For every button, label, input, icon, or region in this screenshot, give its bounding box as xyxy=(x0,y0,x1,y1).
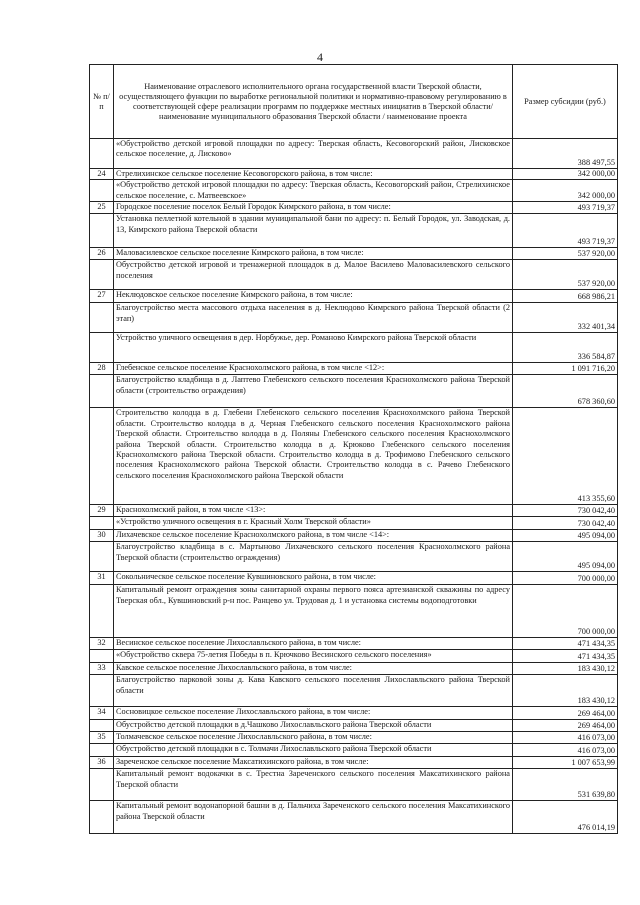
table-row xyxy=(90,675,618,707)
table-row xyxy=(90,180,618,202)
table-row xyxy=(90,505,618,517)
row-number: 33 xyxy=(90,663,114,675)
row-amount: 413 355,60 xyxy=(513,408,618,505)
row-amount: 269 464,00 xyxy=(513,720,618,732)
row-number xyxy=(90,720,114,732)
row-amount: 495 094,00 xyxy=(513,542,618,572)
row-number: 24 xyxy=(90,169,114,180)
header-amount: Размер субсидии (руб.) xyxy=(513,65,618,139)
row-amount: 269 464,00 xyxy=(513,707,618,720)
row-number xyxy=(90,214,114,248)
row-amount: 537 920,00 xyxy=(513,248,618,260)
row-amount: 531 639,80 xyxy=(513,769,618,801)
row-amount: 471 434,35 xyxy=(513,650,618,663)
table-row xyxy=(90,139,618,169)
row-description: Глебенское сельское поселение Краснохолмского района, в том числе <12>: xyxy=(114,363,513,375)
row-number: 30 xyxy=(90,530,114,542)
table-row xyxy=(90,542,618,572)
row-number xyxy=(90,260,114,290)
header-name: Наименование отраслевого исполнительного органа государственной власти Тверской области, осуществляющего функции по выработке региональной политики и нормативно-правовому регулированию в соответствующей сфере реализации программ по поддержке местных инициатив в Тверской области/ наименование муниципального образования Тверской области / наименование проекта xyxy=(114,65,513,139)
row-description: «Устройство уличного освещения в г. Красный Холм Тверской области» xyxy=(114,517,513,530)
table-header-row xyxy=(90,65,618,139)
table-row xyxy=(90,638,618,650)
row-amount: 476 014,19 xyxy=(513,801,618,834)
row-description: Маловасилевское сельское поселение Кимрского района, в том числе: xyxy=(114,248,513,260)
row-description: Устройство уличного освещения в дер. Норбужье, дер. Романово Кимрского района Тверской области xyxy=(114,333,513,363)
row-amount: 1 091 716,20 xyxy=(513,363,618,375)
table-row xyxy=(90,707,618,720)
header-num: № п/п xyxy=(90,65,114,139)
row-description: Стрелихинское сельское поселение Кесовогорского района, в том числе: xyxy=(114,169,513,180)
row-number: 36 xyxy=(90,757,114,769)
row-description: Строительство колодца в д. Глебени Глебенского сельского поселения Краснохолмского района Тверской области. Строительство колодца в д. Черная Глебенского сельского поселения Краснохолмского района Тверской области. Строительство колодца в д. Поляны Глебенского сельского поселения Краснохолмского района Тверской области. Строительство колодца в д. Крюково Глебенского сельского поселения Краснохолмского района Тверской области. Строительство колодца в д. Трофимово Глебенского сельского поселения Краснохолмского района Тверской области. Строительство колодца в с. Рачево Глебенского сельского поселения Краснохолмского района Тверской области xyxy=(114,408,513,505)
row-number xyxy=(90,139,114,169)
row-amount: 678 360,60 xyxy=(513,375,618,408)
row-description: «Обустройство детской игровой площадки по адресу: Тверская область, Кесовогорский район, Стрелихинское сельское поселение, с. Матвеевское» xyxy=(114,180,513,202)
table-row xyxy=(90,572,618,585)
row-description: Лихачевское сельское поселение Краснохолмского района, в том числе <14>: xyxy=(114,530,513,542)
row-amount: 730 042,40 xyxy=(513,517,618,530)
row-description: «Обустройство сквера 75-летия Победы в п. Крючково Весинского сельского поселения» xyxy=(114,650,513,663)
table-row xyxy=(90,585,618,638)
table-row xyxy=(90,744,618,757)
table-row xyxy=(90,214,618,248)
row-number xyxy=(90,408,114,505)
row-number xyxy=(90,517,114,530)
row-number xyxy=(90,769,114,801)
row-description: «Обустройство детской игровой площадки по адресу: Тверская область, Кесовогорский район, Лисковское сельское поселение, д. Лисково» xyxy=(114,139,513,169)
row-description: Неклюдовское сельское поселение Кимрского района, в том числе: xyxy=(114,290,513,303)
row-description: Городское поселение поселок Белый Городок Кимрского района, в том числе: xyxy=(114,202,513,214)
table-row xyxy=(90,769,618,801)
row-amount: 700 000,00 xyxy=(513,572,618,585)
row-amount: 336 584,87 xyxy=(513,333,618,363)
row-description: Весинское сельское поселение Лихославльского района, в том числе: xyxy=(114,638,513,650)
row-amount: 1 007 653,99 xyxy=(513,757,618,769)
row-number: 34 xyxy=(90,707,114,720)
row-description: Капитальный ремонт водокачки в с. Трестна Зареченского сельского поселения Максатихинского района Тверской области xyxy=(114,769,513,801)
row-number xyxy=(90,801,114,834)
row-amount: 668 986,21 xyxy=(513,290,618,303)
row-amount: 183 430,12 xyxy=(513,675,618,707)
table-row xyxy=(90,663,618,675)
row-amount: 416 073,00 xyxy=(513,744,618,757)
row-number xyxy=(90,585,114,638)
row-description: Сокольническое сельское поселение Кувшиновского района, в том числе: xyxy=(114,572,513,585)
table-row xyxy=(90,720,618,732)
row-number: 28 xyxy=(90,363,114,375)
row-number: 31 xyxy=(90,572,114,585)
row-description: Благоустройство парковой зоны д. Кава Кавского сельского поселения Лихославльского района Тверской области xyxy=(114,675,513,707)
row-description: Зареченское сельское поселение Максатихинского района, в том числе: xyxy=(114,757,513,769)
row-amount: 700 000,00 xyxy=(513,585,618,638)
table-row xyxy=(90,333,618,363)
page-number: 4 xyxy=(317,50,323,64)
row-amount: 416 073,00 xyxy=(513,732,618,744)
table-row xyxy=(90,732,618,744)
row-amount: 493 719,37 xyxy=(513,214,618,248)
row-number xyxy=(90,375,114,408)
row-description: Обустройство детской площадки в д.Чашково Лихославльского района Тверской области xyxy=(114,720,513,732)
row-description: Капитальный ремонт ограждения зоны санитарной охраны первого пояса артезианской скважины по адресу Тверская обл., Кувшиновский р-н пос. Ранцево ул. Трудовая д. 1 и установка системы водоподготовки xyxy=(114,585,513,638)
table-row xyxy=(90,248,618,260)
subsidy-table xyxy=(89,64,618,834)
row-number xyxy=(90,650,114,663)
row-description: Кавское сельское поселение Лихославльского района, в том числе: xyxy=(114,663,513,675)
row-number xyxy=(90,542,114,572)
table-row xyxy=(90,408,618,505)
table-row xyxy=(90,517,618,530)
row-amount: 730 042,40 xyxy=(513,505,618,517)
row-amount: 471 434,35 xyxy=(513,638,618,650)
row-amount: 342 000,00 xyxy=(513,180,618,202)
table-row xyxy=(90,290,618,303)
row-number xyxy=(90,180,114,202)
row-description: Установка пеллетной котельной в здании муниципальной бани по адресу: п. Белый Городок, ул. Заводская, д. 13, Кимрского района Тверской области xyxy=(114,214,513,248)
row-description: Обустройство детской игровой и тренажерной площадок в д. Малое Василево Маловасилевского сельского поселения xyxy=(114,260,513,290)
table-row xyxy=(90,303,618,333)
row-amount: 332 401,34 xyxy=(513,303,618,333)
row-number: 32 xyxy=(90,638,114,650)
row-number: 35 xyxy=(90,732,114,744)
row-description: Благоустройство кладбища в д. Лаптево Глебенского сельского поселения Краснохолмского района Тверской области (строительство ограждения) xyxy=(114,375,513,408)
row-number xyxy=(90,333,114,363)
table-row xyxy=(90,260,618,290)
row-number: 27 xyxy=(90,290,114,303)
table-row xyxy=(90,202,618,214)
row-amount: 493 719,37 xyxy=(513,202,618,214)
row-amount: 495 094,00 xyxy=(513,530,618,542)
row-amount: 342 000,00 xyxy=(513,169,618,180)
table-row xyxy=(90,363,618,375)
row-description: Благоустройство кладбища в с. Мартыново Лихачевского сельского поселения Краснохолмского района Тверской области (строительство ограждения) xyxy=(114,542,513,572)
row-number xyxy=(90,675,114,707)
row-amount: 183 430,12 xyxy=(513,663,618,675)
row-amount: 537 920,00 xyxy=(513,260,618,290)
row-number xyxy=(90,744,114,757)
table-body xyxy=(90,139,618,834)
row-number xyxy=(90,303,114,333)
table-row xyxy=(90,757,618,769)
row-description: Сосновицкое сельское поселение Лихославльского района, в том числе: xyxy=(114,707,513,720)
row-description: Обустройство детской площадки в с. Толмачи Лихославльского района Тверской области xyxy=(114,744,513,757)
row-description: Толмачевское сельское поселение Лихославльского района, в том числе: xyxy=(114,732,513,744)
row-number: 26 xyxy=(90,248,114,260)
table-row xyxy=(90,169,618,180)
table-row xyxy=(90,650,618,663)
row-number: 29 xyxy=(90,505,114,517)
row-amount: 388 497,55 xyxy=(513,139,618,169)
row-description: Краснохолмский район, в том числе <13>: xyxy=(114,505,513,517)
row-description: Капитальный ремонт водонапорной башни в д. Пальчиха Зареченского сельского поселения Максатихинского района Тверской области xyxy=(114,801,513,834)
table-row xyxy=(90,801,618,834)
row-description: Благоустройство места массового отдыха населения в д. Неклюдово Кимрского района Тверской области (2 этап) xyxy=(114,303,513,333)
table-row xyxy=(90,375,618,408)
table-row xyxy=(90,530,618,542)
row-number: 25 xyxy=(90,202,114,214)
